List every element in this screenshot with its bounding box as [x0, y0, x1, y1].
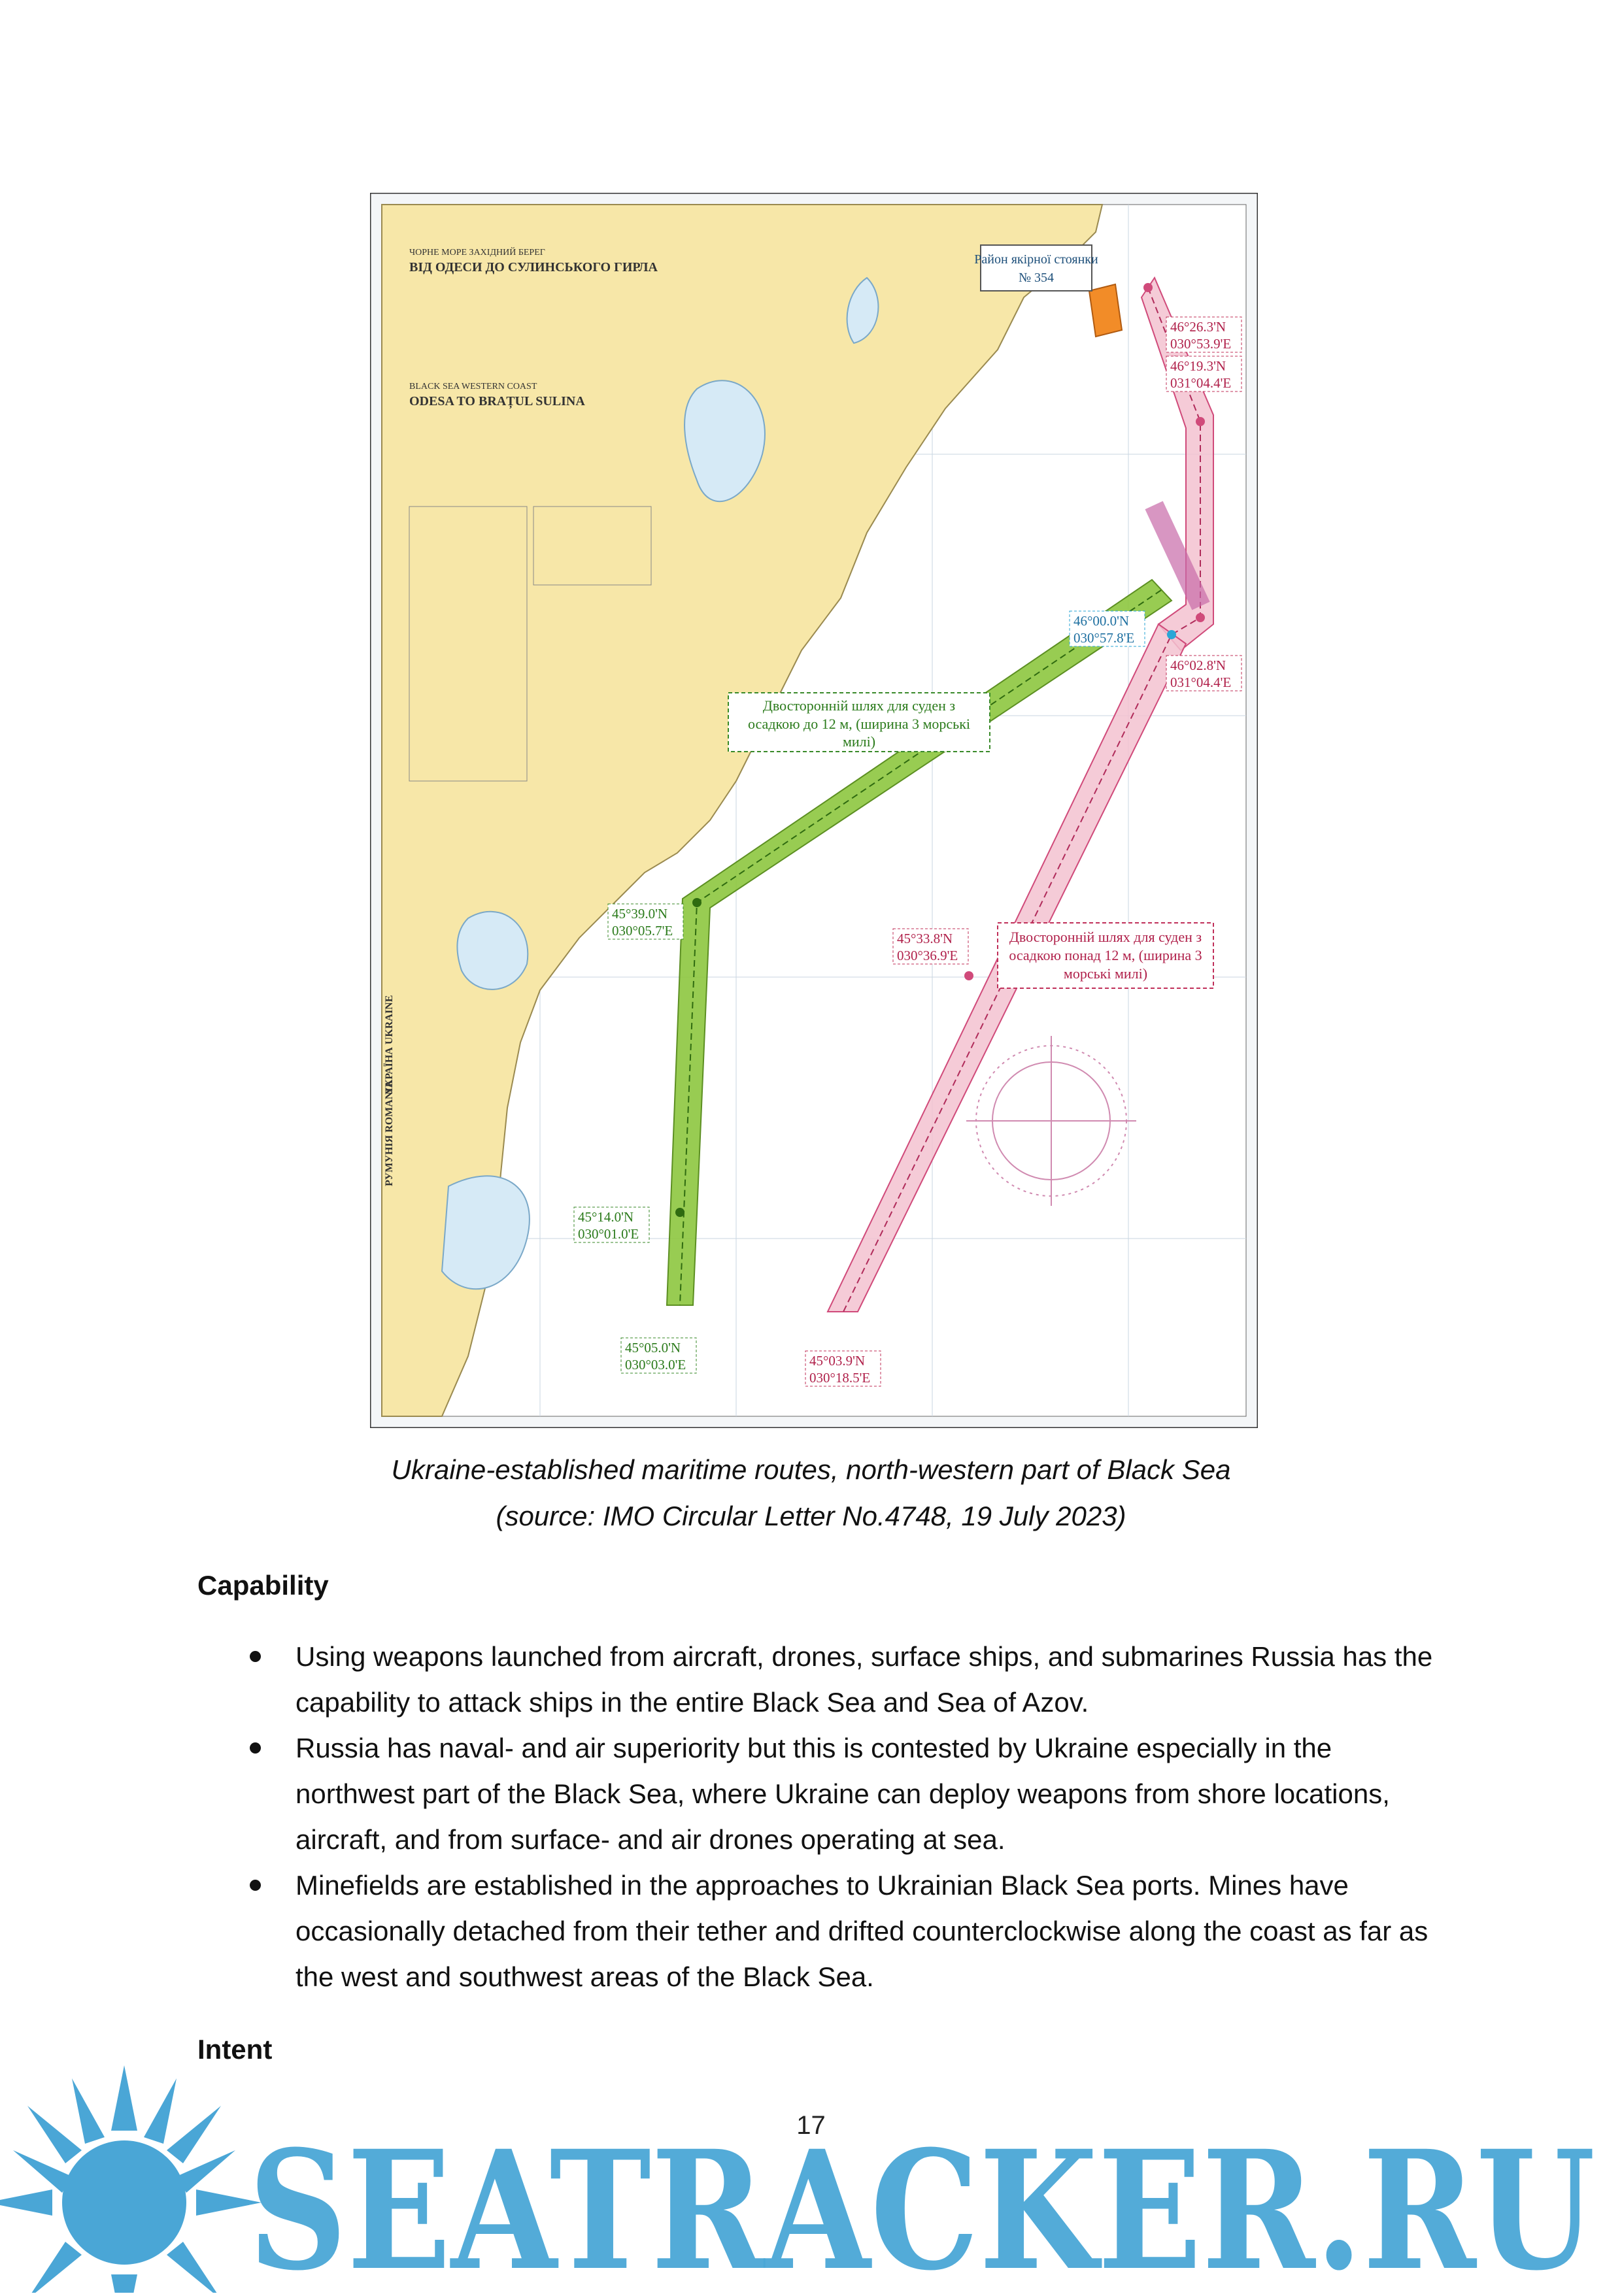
pink-route-label-1: Двосторонній шлях для суден з	[1009, 929, 1202, 945]
green-route-label-2: осадкою до 12 м, (ширина 3 морські	[747, 716, 971, 732]
seatracker-watermark	[0, 2052, 1622, 2293]
coord-8-lon: 030°03.0'E	[625, 1357, 686, 1373]
capability-bullet-list	[196, 1634, 1438, 2000]
coord-2-lon: 031°04.4'E	[1170, 375, 1232, 391]
coord-1-lon: 030°53.9'E	[1170, 336, 1232, 352]
coord-9-lat: 45°03.9'N	[809, 1353, 866, 1369]
coord-3-lon: 030°57.8'E	[1073, 630, 1135, 646]
bullet-text: Using weapons launched from aircraft, drones, surface ships, and submarines Russia has the capability to attack ships in the entire Black Sea and Sea of Azov.	[296, 1641, 1433, 1718]
pink-route-label-3: морські милі)	[1063, 965, 1148, 982]
bullet-text: Russia has naval- and air superiority but this is contested by Ukraine especially in the northwest part of the Black Sea, where Ukraine can deploy weapons from shore locations, aircraft, and from surface- and air drones operating at sea.	[296, 1733, 1390, 1855]
green-route-label-3: милі)	[842, 733, 876, 750]
map-title-ua-2: ВІД ОДЕСИ ДО СУЛИНСЬКОГО ГИРЛА	[409, 260, 658, 275]
border-label-ro: РУМУНІЯ ROMANIA	[384, 1080, 395, 1186]
figure-caption-line-2: (source: IMO Circular Letter No.4748, 19 July 2023)	[496, 1501, 1126, 1531]
page-number: 17	[796, 2111, 826, 2140]
watermark-text: SEATRACKER.RU	[248, 2114, 1595, 2293]
bullet-dot-icon	[250, 1880, 261, 1891]
map-figure	[370, 193, 1258, 1428]
coord-6-lon: 030°36.9'E	[897, 948, 958, 963]
coord-7-lat: 45°14.0'N	[578, 1209, 634, 1225]
coord-8-lat: 45°05.0'N	[625, 1340, 681, 1356]
capability-heading: Capability	[197, 1570, 329, 1601]
figure-caption-line-1: Ukraine-established maritime routes, north-western part of Black Sea	[391, 1454, 1231, 1485]
coord-4-lat: 46°02.8'N	[1170, 657, 1226, 673]
coord-1-lat: 46°26.3'N	[1170, 319, 1226, 335]
coord-2-lat: 46°19.3'N	[1170, 358, 1226, 374]
coord-5-lon: 030°05.7'E	[612, 923, 673, 939]
coord-3-lat: 46°00.0'N	[1073, 613, 1130, 629]
lake-sasyk	[457, 912, 528, 990]
coord-7-lon: 030°01.0'E	[578, 1226, 639, 1242]
map-title-en-2: ODESA TO BRAȚUL SULINA	[409, 394, 585, 408]
green-route-label-1: Двосторонній шлях для суден з	[762, 697, 956, 714]
coord-6-lat: 45°33.8'N	[897, 931, 953, 946]
map-title-en-1: BLACK SEA WESTERN COAST	[409, 382, 537, 391]
pink-route-label-2: осадкою понад 12 м, (ширина 3	[1009, 947, 1202, 963]
coord-9-lon: 030°18.5'E	[809, 1370, 871, 1386]
intent-heading: Intent	[197, 2034, 273, 2065]
anchorage-number: № 354	[1018, 271, 1055, 285]
coord-5-lat: 45°39.0'N	[612, 906, 668, 922]
anchorage-label: Район якірної стоянки	[974, 252, 1098, 267]
bullet-item	[196, 1863, 1438, 2000]
anchorage-area	[1089, 284, 1122, 337]
coord-4-lon: 031°04.4'E	[1170, 674, 1232, 690]
bullet-item	[196, 1634, 1438, 1725]
sun-logo-icon	[0, 2065, 262, 2293]
bullet-dot-icon	[250, 1742, 261, 1754]
map-title-ua-1: ЧОРНЕ МОРЕ ЗАХІДНИЙ БЕРЕГ	[409, 248, 545, 258]
bullet-text: Minefields are established in the approaches to Ukrainian Black Sea ports. Mines have occasionally detached from their tether and drifted counterclockwise along the coast as far as the west and southwest areas of the Black Sea.	[296, 1870, 1428, 1992]
bullet-item	[196, 1725, 1438, 1863]
border-label-ua: УКРАЇНА UKRAINE	[384, 995, 395, 1095]
bullet-dot-icon	[250, 1651, 261, 1662]
